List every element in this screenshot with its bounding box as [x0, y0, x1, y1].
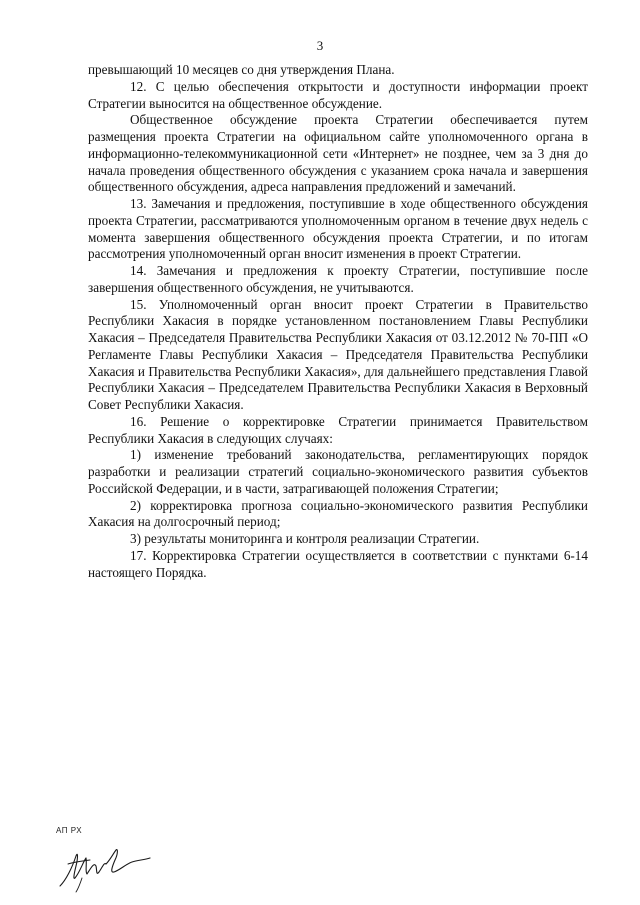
paragraph-item-17: 17. Корректировка Стратегии осуществляется в соответствии с пунктами 6-14 настоящего Порядка. [88, 547, 588, 580]
paragraph-continuation: превышающий 10 месяцев со дня утверждения Плана. [88, 62, 395, 77]
footer-stamp: АП РХ [56, 826, 83, 835]
document-body [88, 62, 588, 581]
paragraph-case-1: 1) изменение требований законодательства, регламентирующих порядок разработки и реализации стратегий социально-экономического развития субъектов Российской Федерации, и в части, затрагивающей положения Стратегии; [88, 447, 588, 496]
page-number: 3 [316, 38, 324, 53]
signature-image [56, 842, 156, 894]
paragraph-item-15: 15. Уполномоченный орган вносит проект Стратегии в Правительство Республики Хакасия в порядке установленном постановлением Главы Республики Хакасия – Председателя Правительства Республики Хакасия от 03.12.2012 № 70-ПП «О Регламенте Главы Республики Хакасия – Председателя Правительства Республики Хакасия и Правительства Республики Хакасия», для дальнейшего представления Главой Республики Хакасия – Председателем Правительства Республики Хакасия в Верховный Совет Республики Хакасия. [88, 296, 588, 412]
paragraph-item-12: 12. С целью обеспечения открытости и доступности информации проект Стратегии выносится на общественное обсуждение. [88, 78, 588, 111]
paragraph-item-16: 16. Решение о корректировке Стратегии принимается Правительством Республики Хакасия в следующих случаях: [88, 413, 588, 446]
paragraph-case-2: 2) корректировка прогноза социально-экономического развития Республики Хакасия на долгосрочный период; [88, 497, 588, 530]
paragraph-item-14: 14. Замечания и предложения к проекту Стратегии, поступившие после завершения общественного обсуждения, не учитываются. [88, 263, 588, 295]
paragraph-item-13: 13. Замечания и предложения, поступившие в ходе общественного обсуждения проекта Стратегии, рассматриваются уполномоченным органом в течение двух недель с момента завершения общественного обсуждения проекта Стратегии, и по итогам рассмотрения уполномоченный орган вносит изменения в проект Стратегии. [88, 196, 588, 262]
paragraph-case-3: 3) результаты мониторинга и контроля реализации Стратегии. [130, 531, 480, 546]
paragraph-public-discussion: Общественное обсуждение проекта Стратегии обеспечивается путем размещения проекта Стратегии на официальном сайте уполномоченного органа в информационно-телекоммуникационной сети «Интернет» не позднее, чем за 3 дня до начала проведения общественного обсуждения с указанием срока начала и завершения общественного обсуждения, адреса направления предложений и замечаний. [88, 112, 588, 195]
